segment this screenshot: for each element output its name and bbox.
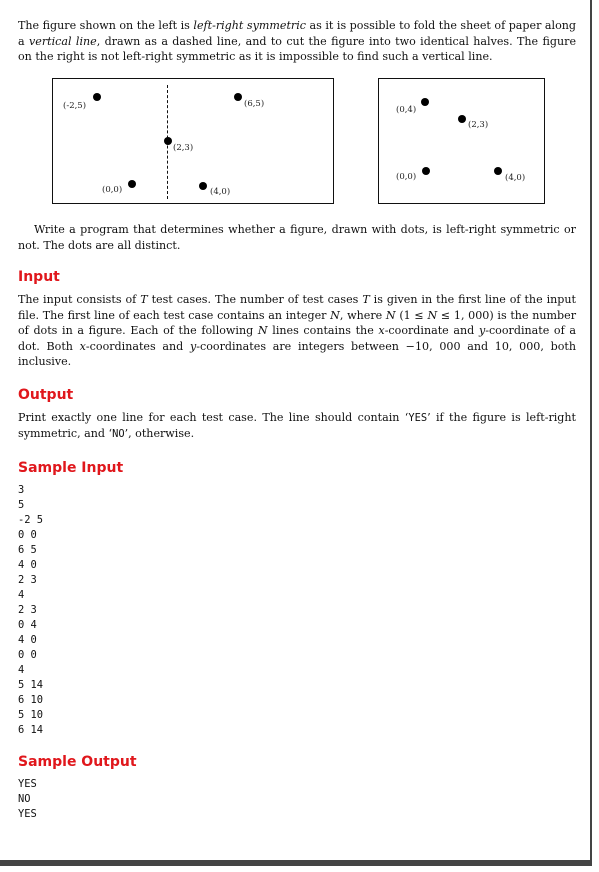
intro-emphasis: vertical line	[29, 34, 97, 48]
sample-input-line: 6 14	[18, 723, 44, 736]
point-label: (-2,5)	[63, 101, 87, 111]
point-dot	[234, 93, 242, 101]
point-dot	[128, 180, 136, 188]
sample-input-block	[18, 483, 576, 738]
point-dot	[421, 98, 429, 106]
task-paragraph: Write a program that determines whether a figure, drawn with dots, is left-right symmetric or not. The dots are all distinct.	[18, 223, 576, 252]
point-dot	[199, 182, 207, 190]
point-label: (0,4)	[396, 105, 417, 115]
point-dot	[458, 115, 466, 123]
sample-input-line: 0 0	[18, 648, 37, 661]
intro-paragraph	[18, 18, 576, 65]
point-label: (0,0)	[102, 185, 123, 195]
point-dot	[93, 93, 101, 101]
sample-input-line: 5 10	[18, 708, 44, 721]
point-label: (4,0)	[505, 173, 526, 183]
sample-input-line: 5 14	[18, 678, 44, 691]
problem-statement	[18, 18, 576, 65]
sample-input-line: 4 0	[18, 558, 37, 571]
sample-output-line: NO	[18, 792, 31, 805]
intro-text: , drawn as a dashed line, and to cut the figure into two identical halves. The figure on the right is not left-right symmetric as it is impossible to find such a vertical line.	[18, 34, 577, 63]
sample-input-line: 4	[18, 588, 25, 601]
sample-input-line: 4	[18, 663, 25, 676]
sample-output-line: YES	[18, 807, 37, 820]
sample-input-line: 0 0	[18, 528, 37, 541]
sample-output-line: YES	[18, 777, 37, 790]
point-label: (2,3)	[468, 120, 489, 130]
sample-input-line: 0 4	[18, 618, 37, 631]
point-label: (2,3)	[173, 143, 194, 153]
input-heading: Input	[18, 269, 60, 285]
output-paragraph: Print exactly one line for each test case. The line should contain ‘YES’ if the figure is left-right symmetric, and ‘NO’, otherwise.	[18, 410, 576, 440]
figure-asymmetric	[378, 78, 545, 204]
problem-body	[18, 222, 576, 822]
output-heading: Output	[18, 386, 74, 403]
point-label: (4,0)	[210, 187, 231, 197]
sample-input-line: -2 5	[18, 513, 44, 526]
sample-input-line: 4 0	[18, 633, 37, 646]
sample-input-line: 2 3	[18, 603, 37, 616]
sample-output-block	[18, 777, 576, 822]
sample-input-line: 2 3	[18, 573, 37, 586]
intro-text: as it is possible to fold the sheet of paper along a	[18, 19, 576, 48]
figure-symmetric	[52, 78, 334, 204]
sample-input-line: 6 5	[18, 543, 37, 556]
sample-input-line: 6 10	[18, 693, 44, 706]
intro-emphasis: left-right symmetric	[193, 19, 306, 32]
intro-text: The figure shown on the left is	[18, 19, 194, 32]
point-dot	[422, 167, 430, 175]
sample-input-line: 3	[18, 483, 25, 496]
point-dot	[164, 137, 172, 145]
input-paragraph: The input consists of T test cases. The number of test cases T is given in the first line of the input file. The first line of each test case contains an integer N, where N (1 ≤ N ≤ 1, 000) is the number of dots in a figure. Each of the following N lines contains the x-coordinate and y-coordinate of a dot. Both x-coordinates and y-coordinates are integers between −10, 000 and 10, 000, both inclusive.	[18, 293, 577, 368]
point-dot	[494, 167, 502, 175]
sample-input-heading: Sample Input	[18, 459, 124, 476]
sample-input-line: 5	[18, 498, 25, 511]
sample-output-heading: Sample Output	[18, 753, 137, 770]
point-label: (6,5)	[244, 99, 265, 109]
point-label: (0,0)	[396, 172, 417, 182]
